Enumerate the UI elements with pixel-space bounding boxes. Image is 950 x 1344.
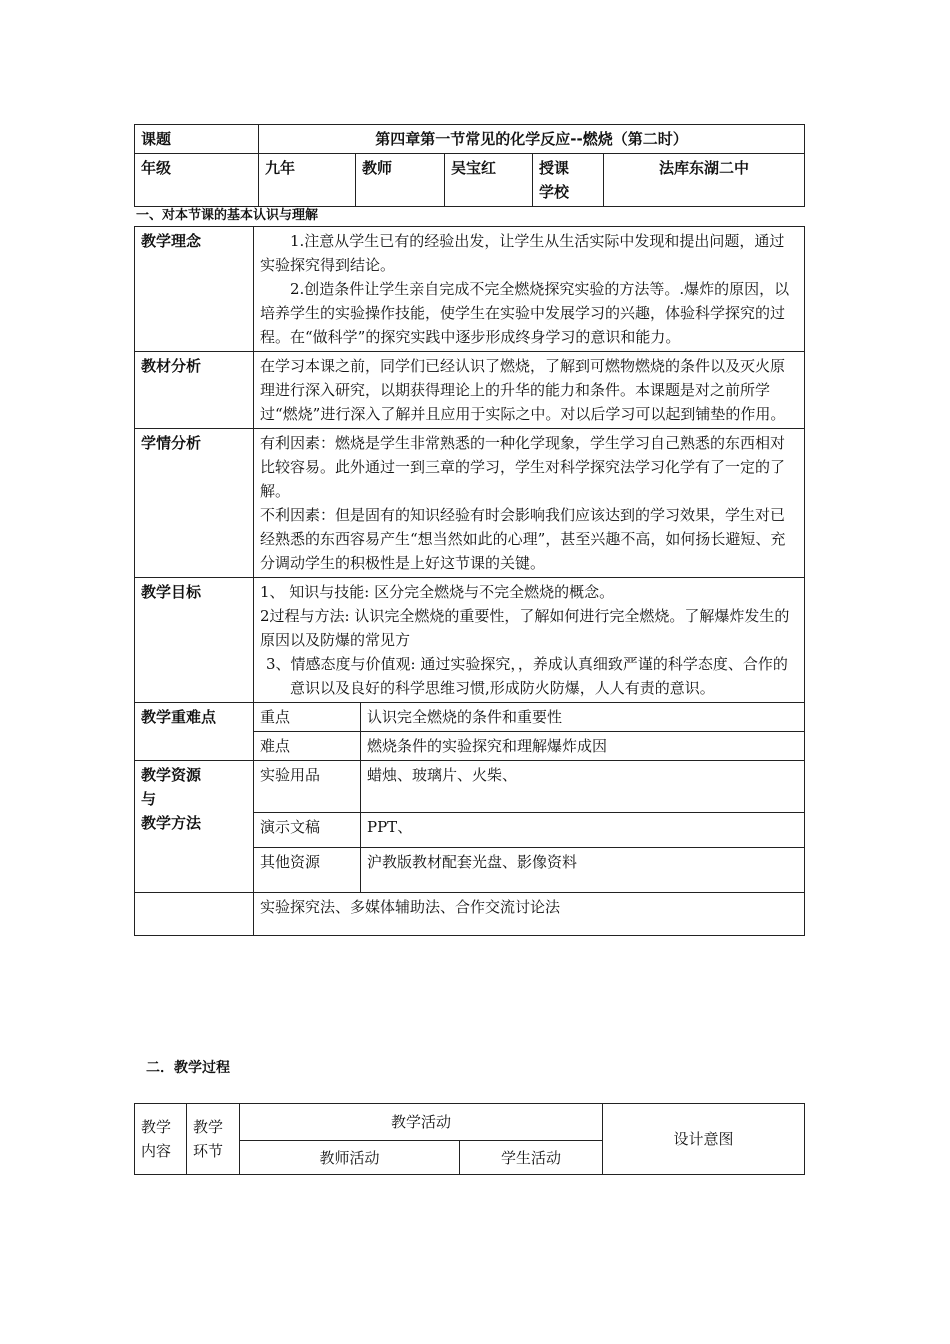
teaching-process-table xyxy=(134,1103,805,1175)
philosophy-cell xyxy=(254,227,805,352)
col-stage-line-1: 教学 xyxy=(193,1118,224,1136)
teacher-value: 吴宝红 xyxy=(445,154,533,207)
school-label-line-1: 授课 xyxy=(539,159,570,177)
topic-label: 课题 xyxy=(135,125,259,154)
section-1-title: 一、对本节课的基本认识与理解 xyxy=(136,208,319,223)
philosophy-paragraph-2: 2.创造条件让学生亲自完成不完全燃烧探究实验的方法等。.爆炸的原因，以培养学生的实验操作技能，使学生在实验中发展学习的兴趣，体验科学探究的过程。在“做科学”的探究实践中逐步形成终身学习的意识和能力。 xyxy=(260,280,790,346)
goal-1: 1、 知识与技能: 区分完全燃烧与不完全燃烧的概念。 xyxy=(260,583,615,601)
col-content-line-1: 教学 xyxy=(141,1118,172,1136)
resources-label-line-3: 教学方法 xyxy=(141,814,202,832)
student-analysis-paragraph-1: 有利因素：燃烧是学生非常熟悉的一种化学现象，学生学习自己熟悉的东西相对比较容易。此外通过一到三章的学习，学生对科学探究法学习化学有了一定的了解。 xyxy=(260,434,786,500)
goal-2: 2过程与方法: 认识完全燃烧的重要性，了解如何进行完全燃烧。了解爆炸发生的原因以及防爆的常见方 xyxy=(260,607,790,649)
material-label: 教材分析 xyxy=(135,352,254,429)
material-text: 在学习本课之前，同学们已经认识了燃烧，了解到可燃物燃烧的条件以及灭火原理进行深入研究，以期获得理论上的升华的能力和条件。本课题是对之前所学过“燃烧”进行深入了解并且应用于实际之中。对以后学习可以起到铺垫的作用。 xyxy=(254,352,805,429)
resources-label-line-1: 教学资源 xyxy=(141,766,202,784)
topic-value: 第四章第一节常见的化学反应--燃烧（第二时） xyxy=(259,125,805,154)
col-student-header: 学生活动 xyxy=(460,1141,603,1175)
key-label: 重点 xyxy=(254,703,361,732)
col-teacher-header: 教师活动 xyxy=(240,1141,460,1175)
teacher-label: 教师 xyxy=(356,154,445,207)
other-resources-value: 沪教版教材配套光盘、影像资料 xyxy=(361,848,805,893)
school-label-line-2: 学校 xyxy=(539,183,570,201)
philosophy-paragraph-1: 1.注意从学生已有的经验出发，让学生从生活实际中发现和提出问题，通过实验探究得到结论。 xyxy=(260,232,785,274)
student-analysis-label: 学情分析 xyxy=(135,429,254,578)
grade-label: 年级 xyxy=(135,154,259,207)
slides-label: 演示文稿 xyxy=(254,813,361,848)
difficult-label: 难点 xyxy=(254,732,361,761)
lesson-header-table xyxy=(134,124,805,207)
resources-label-line-2: 与 xyxy=(141,790,157,808)
difficult-value: 燃烧条件的实验探究和理解爆炸成因 xyxy=(361,732,805,761)
student-analysis-cell xyxy=(254,429,805,578)
other-resources-label: 其他资源 xyxy=(254,848,361,893)
col-activity-header: 教学活动 xyxy=(240,1104,603,1141)
philosophy-label: 教学理念 xyxy=(135,227,254,352)
supplies-value: 蜡烛、玻璃片、火柴、 xyxy=(361,761,805,813)
slides-value: PPT、 xyxy=(361,813,805,848)
methods-value: 实验探究法、多媒体辅助法、合作交流讨论法 xyxy=(254,893,805,936)
col-stage-header xyxy=(187,1104,240,1175)
col-stage-line-2: 环节 xyxy=(193,1142,224,1160)
methods-empty-cell xyxy=(135,893,254,936)
col-content-header xyxy=(135,1104,187,1175)
student-analysis-paragraph-2: 不利因素：但是固有的知识经验有时会影响我们应该达到的学习效果，学生对已经熟悉的东西容易产生“想当然如此的心理”，甚至兴趣不高，如何扬长避短、充分调动学生的积极性是上好这节课的关键。 xyxy=(260,506,786,572)
col-design-header: 设计意图 xyxy=(603,1104,805,1175)
goals-cell xyxy=(254,578,805,703)
school-label xyxy=(533,154,604,207)
key-value: 认识完全燃烧的条件和重要性 xyxy=(361,703,805,732)
grade-value: 九年 xyxy=(259,154,356,207)
basic-understanding-table xyxy=(134,226,805,936)
goals-label: 教学目标 xyxy=(135,578,254,703)
section-2-title: 二．教学过程 xyxy=(146,1060,230,1076)
goal-3: 3、情感态度与价值观: 通过实验探究，，养成认真细致严谨的科学态度、合作的意识以及良好的科学思维习惯,形成防火防爆，人人有责的意识。 xyxy=(266,655,788,697)
resources-label xyxy=(135,761,254,893)
school-value: 法库东湖二中 xyxy=(604,154,805,207)
keypoints-label: 教学重难点 xyxy=(135,703,254,761)
col-content-line-2: 内容 xyxy=(141,1142,172,1160)
supplies-label: 实验用品 xyxy=(254,761,361,813)
